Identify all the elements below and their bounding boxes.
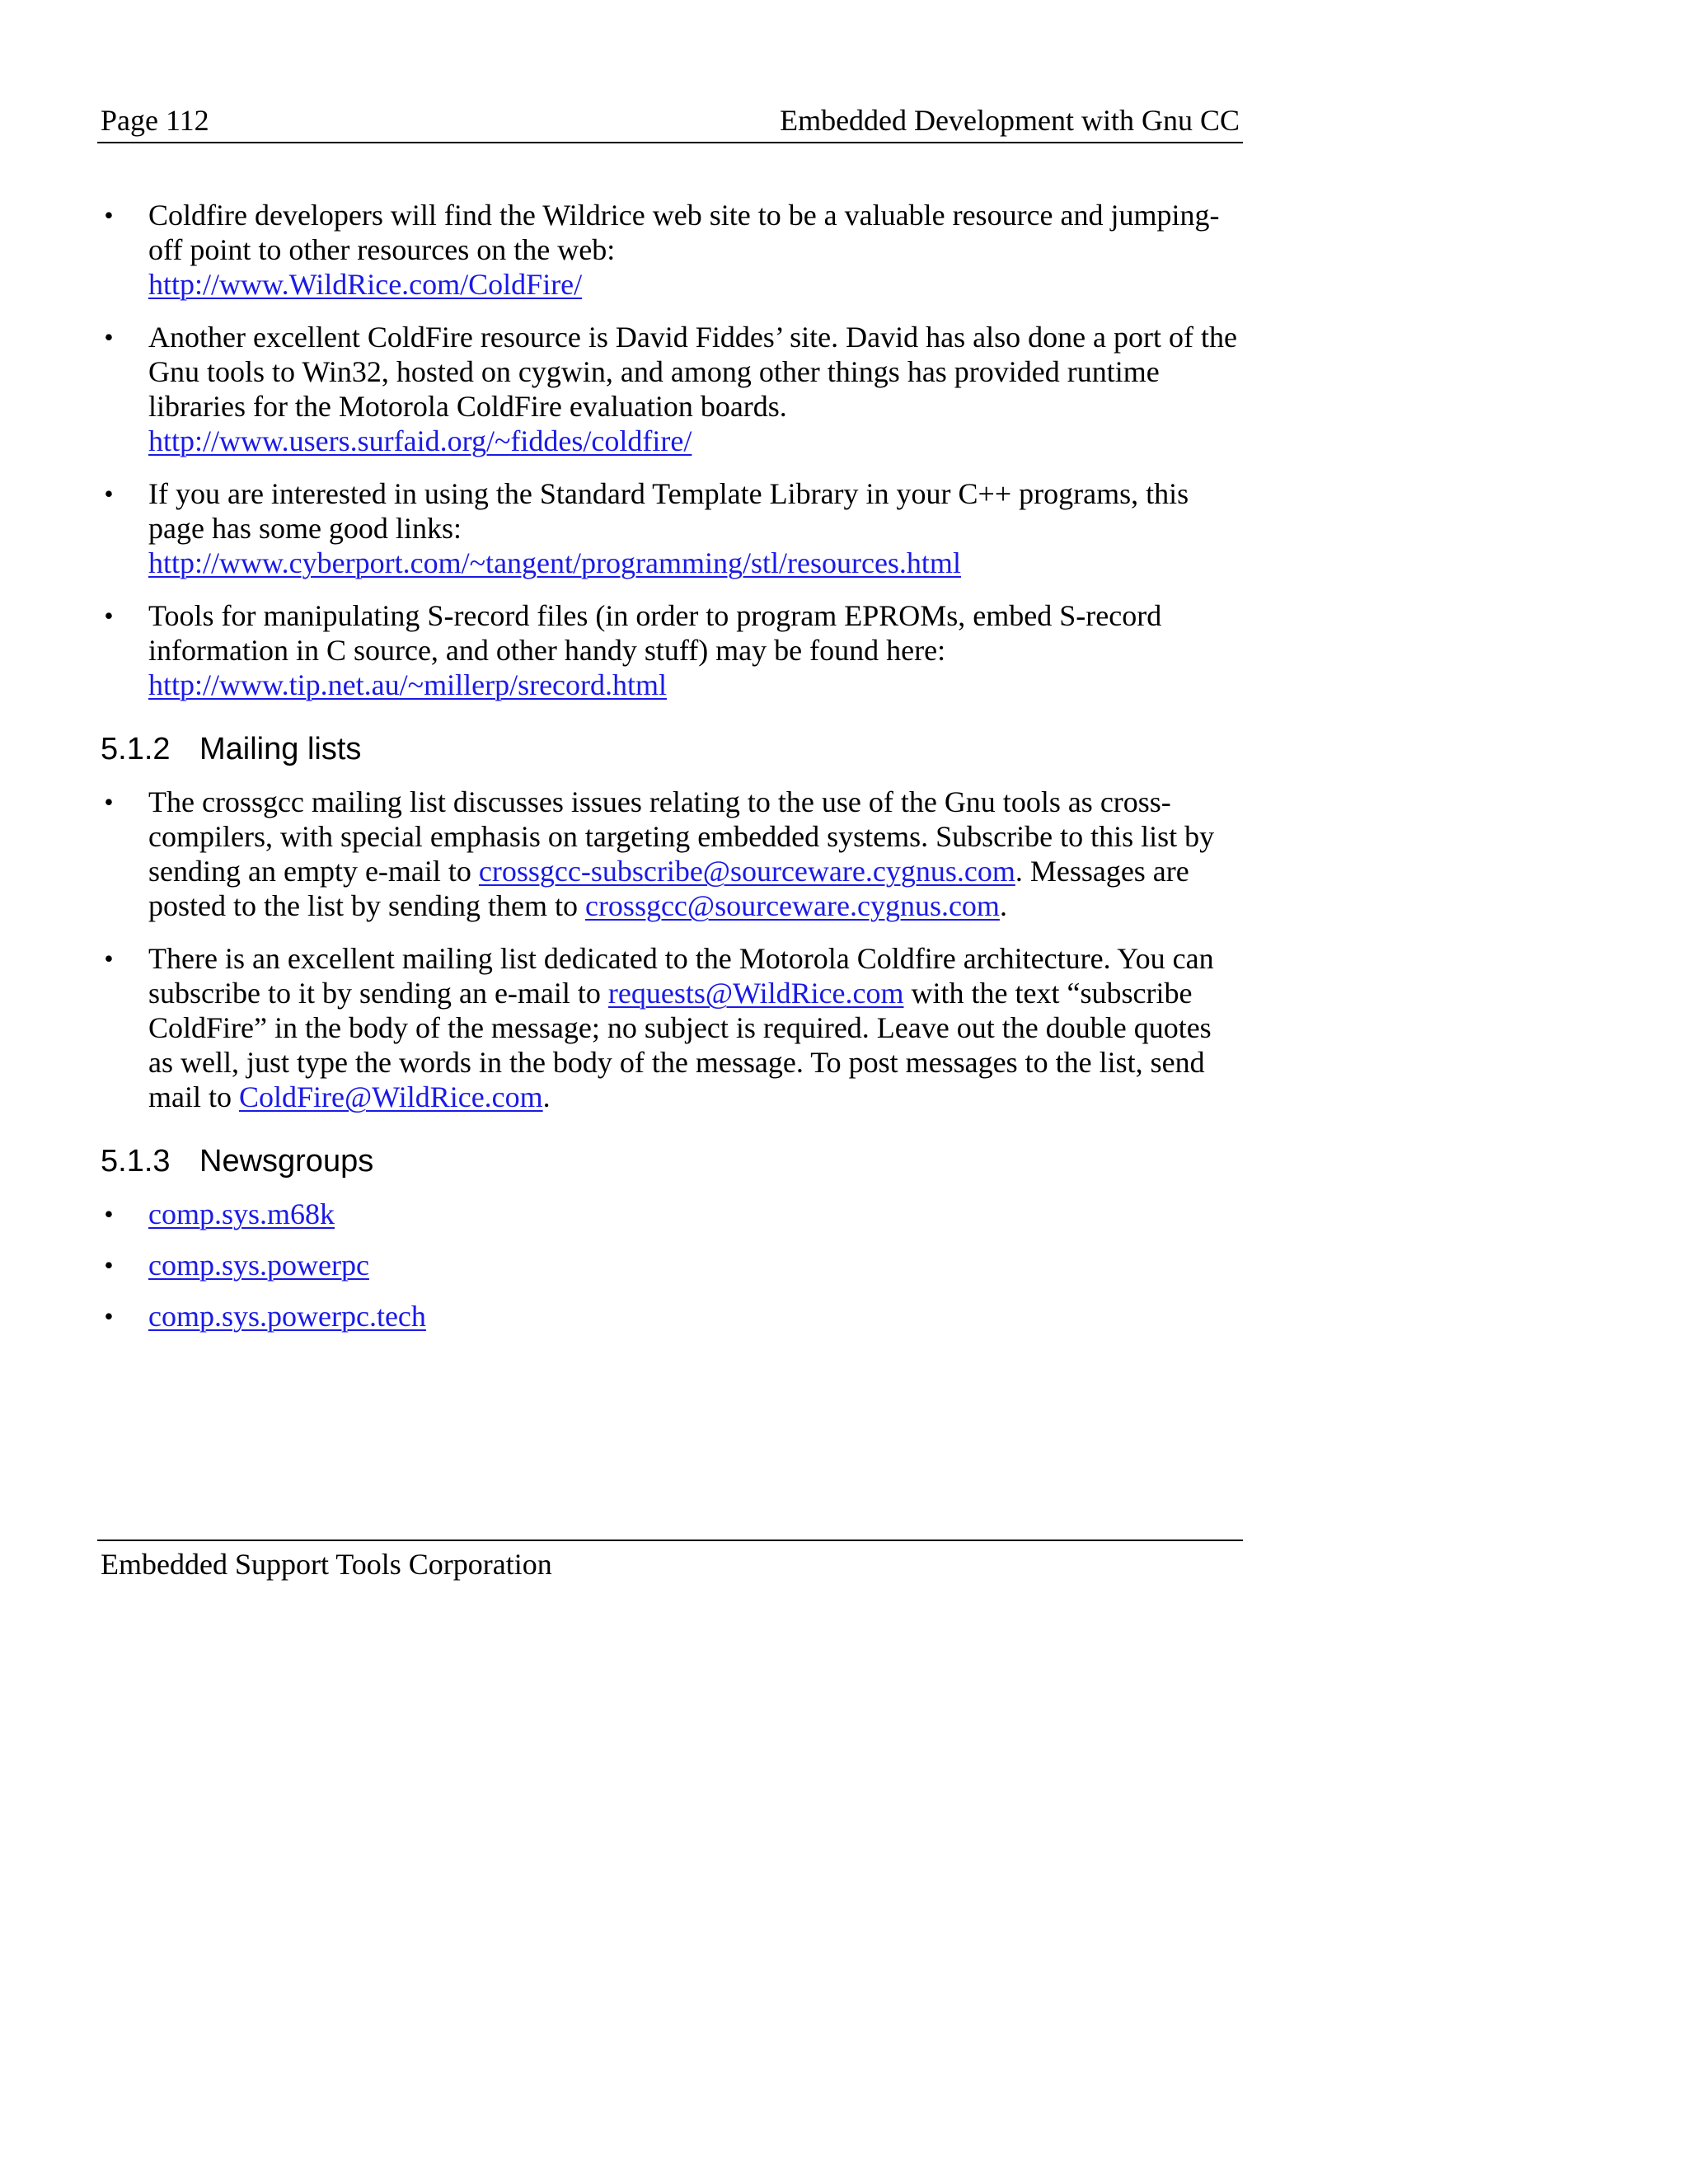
bullet-icon: • bbox=[104, 787, 114, 817]
item-text: The crossgcc mailing list discusses issues relating to the use of the Gnu tools as cross-compilers, with special emphasis on targeting embedded systems. Subscribe to this list by sending an empty e-mail to bbox=[148, 785, 1215, 888]
item-text: . bbox=[999, 889, 1007, 922]
link-fiddes[interactable]: http://www.users.surfaid.org/~fiddes/coldfire/ bbox=[148, 424, 692, 457]
list-item bbox=[97, 1197, 1243, 1231]
list-item bbox=[97, 598, 1243, 702]
list-item bbox=[97, 941, 1243, 1114]
newsgroup-list bbox=[97, 1197, 1243, 1333]
resource-list bbox=[97, 198, 1243, 702]
item-text: Coldfire developers will find the Wildrice web site to be a valuable resource and jumping-off point to other resources on the web: bbox=[148, 199, 1220, 266]
item-text: Another excellent ColdFire resource is David Fiddes’ site. David has also done a port of the Gnu tools to Win32, hosted on cygwin, and among other things has provided runtime libraries for the Motorola ColdFire evaluation boards. bbox=[148, 321, 1237, 423]
item-text: If you are interested in using the Standard Template Library in your C++ programs, this page has some good links: bbox=[148, 477, 1189, 545]
bullet-icon: • bbox=[104, 1250, 114, 1280]
list-item bbox=[97, 320, 1243, 458]
bullet-icon: • bbox=[104, 1199, 114, 1229]
section-number: 5.1.2 bbox=[101, 732, 171, 766]
page-header bbox=[97, 102, 1243, 143]
footer-text: Embedded Support Tools Corporation bbox=[101, 1548, 552, 1581]
page-footer bbox=[97, 1540, 1243, 1582]
link-coldfire-wildrice[interactable]: ColdFire@WildRice.com bbox=[239, 1080, 543, 1113]
link-wildrice[interactable]: http://www.WildRice.com/ColdFire/ bbox=[148, 268, 583, 301]
link-crossgcc[interactable]: crossgcc@sourceware.cygnus.com bbox=[584, 889, 1000, 922]
list-item bbox=[97, 476, 1243, 580]
link-srecord[interactable]: http://www.tip.net.au/~millerp/srecord.html bbox=[148, 668, 668, 701]
list-item bbox=[97, 1248, 1243, 1282]
section-heading-newsgroups bbox=[101, 1142, 1243, 1180]
item-text: with the text “subscribe ColdFire” in the body of the message; no subject is required. Leave out the double quotes as well, just type the words in the body of the message. To post messages to the list, send mail to bbox=[148, 977, 1212, 1113]
bullet-icon: • bbox=[104, 944, 114, 973]
bullet-icon: • bbox=[104, 200, 114, 230]
link-stl[interactable]: http://www.cyberport.com/~tangent/programming/stl/resources.html bbox=[148, 546, 961, 579]
item-text: Tools for manipulating S-record files (in order to program EPROMs, embed S-record information in C source, and other handy stuff) may be found here: bbox=[148, 599, 1162, 667]
link-crossgcc-subscribe[interactable]: crossgcc-subscribe@sourceware.cygnus.com bbox=[478, 855, 1015, 888]
link-newsgroup[interactable]: comp.sys.powerpc bbox=[148, 1249, 369, 1282]
link-requests-wildrice[interactable]: requests@WildRice.com bbox=[607, 977, 904, 1010]
link-newsgroup[interactable]: comp.sys.powerpc.tech bbox=[148, 1300, 426, 1333]
section-title: Newsgroups bbox=[199, 1144, 374, 1179]
page-content bbox=[97, 198, 1243, 1350]
item-text: There is an excellent mailing list dedicated to the Motorola Coldfire architecture. You can subscribe to it by sending an e-mail to bbox=[148, 942, 1214, 1010]
bullet-icon: • bbox=[104, 601, 114, 630]
list-item bbox=[97, 1299, 1243, 1333]
item-text: . bbox=[542, 1080, 551, 1113]
bullet-icon: • bbox=[104, 479, 114, 509]
link-newsgroup[interactable]: comp.sys.m68k bbox=[148, 1197, 335, 1230]
item-text: . Messages are posted to the list by sending them to bbox=[148, 855, 1189, 922]
page-number: Page 112 bbox=[101, 104, 209, 137]
section-title: Mailing lists bbox=[199, 732, 362, 766]
running-title: Embedded Development with Gnu CC bbox=[780, 104, 1240, 137]
list-item bbox=[97, 785, 1243, 923]
section-number: 5.1.3 bbox=[101, 1144, 171, 1179]
bullet-icon: • bbox=[104, 322, 114, 352]
section-heading-mailing-lists bbox=[101, 730, 1243, 768]
list-item bbox=[97, 198, 1243, 302]
bullet-icon: • bbox=[104, 1301, 114, 1331]
mailing-list bbox=[97, 785, 1243, 1114]
